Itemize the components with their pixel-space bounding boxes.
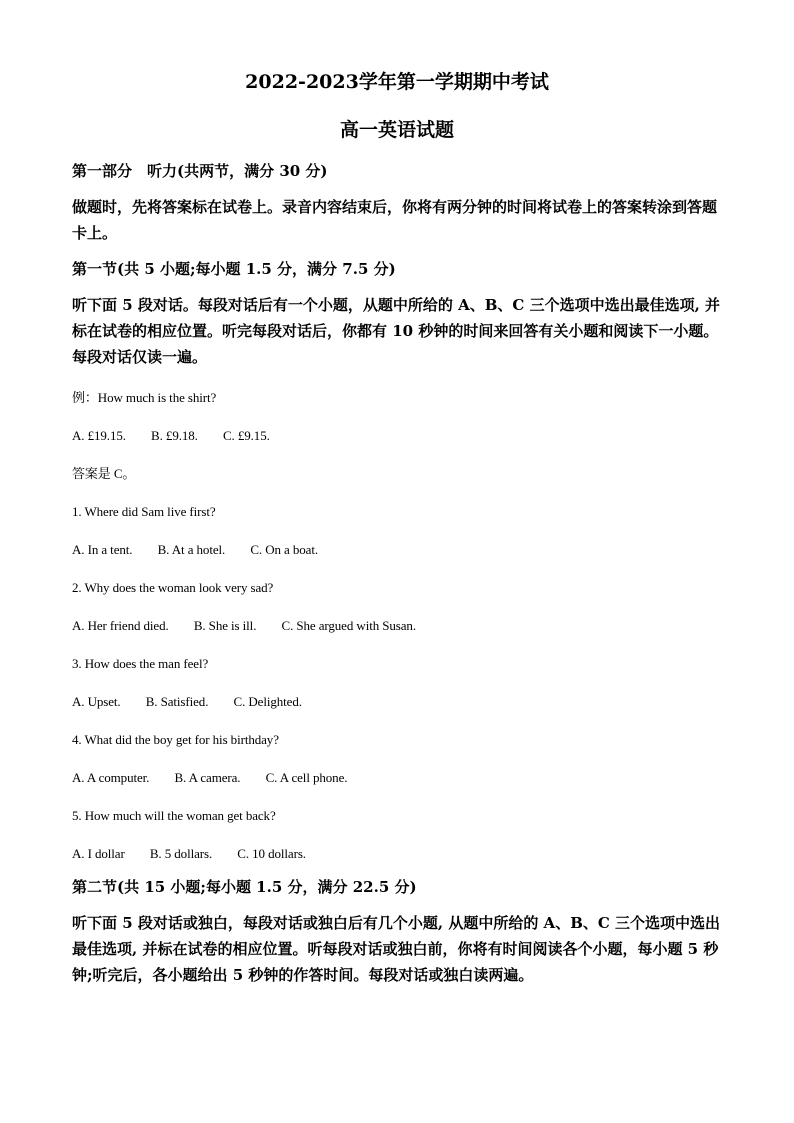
q2-option-c: C. She argued with Susan. xyxy=(281,618,416,633)
q3-option-b: B. Satisfied. xyxy=(145,694,209,709)
question-4-options xyxy=(72,768,722,788)
example-option-c: C. £9.15. xyxy=(222,428,270,443)
question-4: 4. What did the boy get for his birthday? xyxy=(72,732,279,747)
q4-option-a: A. A computer. xyxy=(72,770,150,785)
q5-option-b: B. 5 dollars. xyxy=(149,846,213,861)
example-answer: 答案是 C。 xyxy=(72,466,136,481)
section2-instruction: 听下面 5 段对话或独白，每段对话或独白后有几个小题, 从题中所给的 A、B、C 三个选项中选出最佳选项, 并标在试卷的相应位置。听每段对话或独白前，你将有时间阅读各个小题，每小题 5 秒钟;听完后，各小题给出 5 秒钟的作答时间。每段对话或独白读两遍。 xyxy=(72,914,721,984)
q1-option-a: A. In a tent. xyxy=(72,542,133,557)
example-option-b: B. £9.18. xyxy=(151,428,198,443)
q2-option-a: A. Her friend died. xyxy=(72,618,169,633)
exam-page xyxy=(72,68,722,988)
question-2-options xyxy=(72,616,722,636)
exam-title: 2022-2023学年第一学期期中考试 xyxy=(245,71,549,93)
example-options xyxy=(72,426,722,446)
question-1-options xyxy=(72,540,722,560)
q5-option-a: A. I dollar xyxy=(72,846,125,861)
section2-heading: 第二节(共 15 小题;每小题 1.5 分，满分 22.5 分) xyxy=(72,878,417,896)
q1-option-b: B. At a hotel. xyxy=(157,542,226,557)
section1-instruction: 听下面 5 段对话。每段对话后有一个小题，从题中所给的 A、B、C 三个选项中选出最佳选项, 并标在试卷的相应位置。听完每段对话后，你都有 10 秒钟的时间来回答有关小题和阅读下一小题。每段对话仅读一遍。 xyxy=(72,296,721,366)
example-option-a: A. £19.15. xyxy=(72,428,126,443)
question-3-options xyxy=(72,692,722,712)
section1-heading: 第一节(共 5 小题;每小题 1.5 分，满分 7.5 分) xyxy=(72,260,396,278)
q3-option-c: C. Delighted. xyxy=(233,694,302,709)
question-2: 2. Why does the woman look very sad? xyxy=(72,580,274,595)
q4-option-b: B. A camera. xyxy=(174,770,241,785)
part1-heading: 第一部分 听力(共两节，满分 30 分) xyxy=(72,162,328,180)
question-5: 5. How much will the woman get back? xyxy=(72,808,276,823)
q1-option-c: C. On a boat. xyxy=(250,542,318,557)
example-question: 例：How much is the shirt? xyxy=(72,390,217,405)
question-1: 1. Where did Sam live first? xyxy=(72,504,216,519)
q5-option-c: C. 10 dollars. xyxy=(237,846,306,861)
q4-option-c: C. A cell phone. xyxy=(265,770,348,785)
question-3: 3. How does the man feel? xyxy=(72,656,209,671)
q2-option-b: B. She is ill. xyxy=(193,618,257,633)
part1-instruction: 做题时，先将答案标在试卷上。录音内容结束后，你将有两分钟的时间将试卷上的答案转涂到答题卡上。 xyxy=(72,198,718,242)
exam-subtitle: 高一英语试题 xyxy=(339,119,454,141)
question-5-options xyxy=(72,844,722,864)
q3-option-a: A. Upset. xyxy=(72,694,121,709)
